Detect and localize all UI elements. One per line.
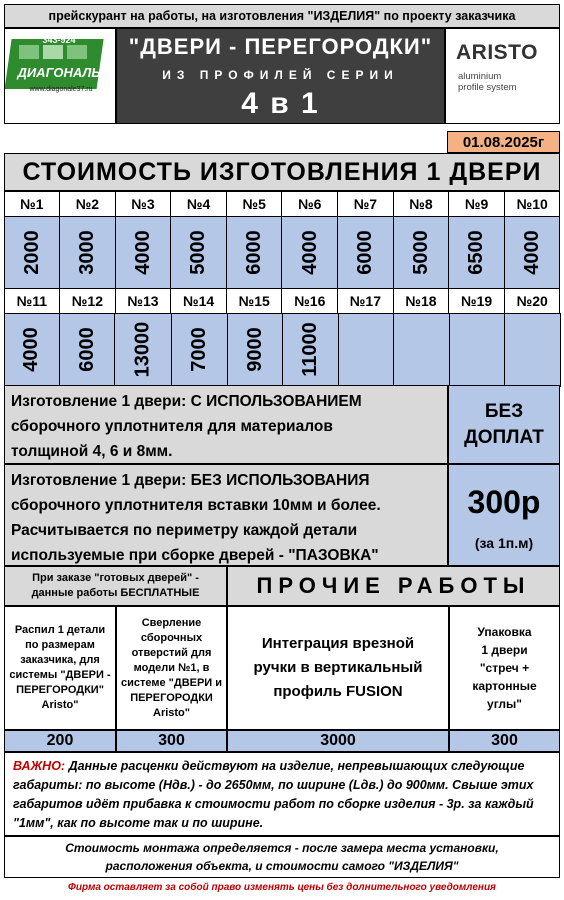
door-number: №4 <box>170 191 227 218</box>
aristo-line1: aluminium <box>458 71 502 82</box>
door-number: №3 <box>115 191 172 218</box>
door-price-value: 6000 <box>353 230 376 275</box>
door-price <box>4 313 60 387</box>
option-with-seal <box>4 385 448 464</box>
door-number: №11 <box>4 288 61 315</box>
door-price-value: 9000 <box>243 327 266 372</box>
door-price <box>170 216 227 290</box>
service-line: ПЕРЕГОРОДКИ <box>130 691 213 704</box>
important-note <box>4 752 560 836</box>
service-line: углы" <box>487 697 522 711</box>
page-title: "ДВЕРИ - ПЕРЕГОРОДКИ" <box>128 34 433 59</box>
door-price-value: 4000 <box>131 230 154 275</box>
service-line: модели №1, в <box>133 661 210 674</box>
option-without-price-value: 300р <box>467 484 541 520</box>
logo-url: www.diagonale37.ru <box>29 86 93 93</box>
service-line: профиль FUSION <box>273 683 403 700</box>
service-line: заказчика, для <box>20 654 100 666</box>
service-packing <box>449 606 560 730</box>
important-text: Данные расценки действуют на изделие, непревышающих следующие габариты: по высоте (Ндв.) - до 2650мм, по ширине (Lдв.) до 900мм. Свыше этих габаритов идёт прибавка к стоимости работ по сборке изделия - 3р. за каждый "1мм", как по высоте так и по ширине. <box>13 759 534 830</box>
service-line: системы "ДВЕРИ - <box>9 669 111 681</box>
installation-line1: Стоимость монтажа определяется - после замера места установки, <box>65 841 499 855</box>
section-title-text: СТОИМОСТЬ ИЗГОТОВЛЕНИЯ 1 ДВЕРИ <box>22 157 542 186</box>
door-price-value: 5000 <box>187 230 210 275</box>
service-line: отверстий для <box>131 646 212 659</box>
door-price-value: 11000 <box>298 322 321 377</box>
service-line: 1 двери <box>481 643 528 657</box>
door-number: №2 <box>59 191 116 218</box>
important-label: ВАЖНО: <box>13 759 66 773</box>
other-works-title-text: ПРОЧИЕ РАБОТЫ <box>256 573 531 598</box>
series-name: 4 в 1 <box>241 87 320 120</box>
door-price-value: 7000 <box>187 327 210 372</box>
service-cutting <box>4 606 116 730</box>
aristo-brand: ARISTO <box>456 41 538 64</box>
service-line: Упаковка <box>477 625 532 639</box>
service-line: сборочных <box>140 631 203 644</box>
door-number: №13 <box>115 288 172 315</box>
option-with-line: толщиной 4, 6 и 8мм. <box>11 443 173 460</box>
service-line: Интеграция врезной <box>261 635 415 652</box>
option-with-price-line1: БЕЗ <box>484 400 524 422</box>
title-block <box>116 28 445 124</box>
service-line: картонные <box>472 679 537 693</box>
door-price-value: 6000 <box>75 327 98 372</box>
door-price <box>59 216 116 290</box>
service-price: 300 <box>449 730 560 752</box>
service-drilling <box>116 606 227 730</box>
door-price-value: 6000 <box>242 230 265 275</box>
option-without-line: сборочного уплотнителя вставки 10мм и более. <box>11 497 381 514</box>
diagonal-logo <box>4 28 116 124</box>
option-without-seal <box>4 464 448 566</box>
page-subtitle: ИЗ ПРОФИЛЕЙ СЕРИИ <box>162 68 399 82</box>
door-number: №6 <box>281 191 338 218</box>
footer-text: Фирма оставляет за собой право изменять цены без долнительного уведомления <box>68 881 496 893</box>
door-price-value: 2000 <box>20 230 43 275</box>
door-price <box>226 216 283 290</box>
door-prices-row-1 <box>4 216 560 289</box>
service-line: ручки в вертикальный <box>253 659 423 676</box>
service-price: 200 <box>4 730 116 752</box>
option-without-line: Изготовление 1 двери: БЕЗ ИСПОЛЬЗОВАНИЯ <box>11 472 370 489</box>
door-number: №5 <box>226 191 283 218</box>
door-price <box>338 313 394 387</box>
option-without-line: используемые при сборке дверей - "ПАЗОВКА" <box>11 547 379 564</box>
door-number: №16 <box>281 288 338 315</box>
door-number: №7 <box>337 191 394 218</box>
service-line: "стреч + <box>479 661 530 675</box>
price-date-text: 01.08.2025г <box>462 133 545 151</box>
door-price <box>393 313 449 387</box>
door-price <box>115 216 172 290</box>
service-line: по размерам <box>25 639 95 651</box>
door-price <box>504 216 561 290</box>
door-price <box>59 313 115 387</box>
option-without-line: Расчитывается по периметру каждой детали <box>11 522 358 539</box>
door-price <box>114 313 172 387</box>
door-number: №9 <box>448 191 505 218</box>
logo-name: ДИАГОНАЛЬ <box>17 65 101 80</box>
door-price <box>448 216 505 290</box>
door-number: №17 <box>337 288 394 315</box>
option-with-price-line2: ДОПЛАТ <box>464 426 544 448</box>
door-prices-row-2 <box>4 313 560 386</box>
service-handle-integration <box>227 606 449 730</box>
option-without-price-unit: (за 1п.м) <box>474 535 534 551</box>
service-line: Распил 1 детали <box>14 624 106 636</box>
option-with-line: сборочного уплотнителя для материалов <box>11 418 333 435</box>
free-works-line2: данные работы БЕСПЛАТНЫЕ <box>31 587 200 599</box>
door-price-value: 6500 <box>465 230 488 275</box>
door-number: №15 <box>226 288 283 315</box>
door-price <box>227 313 283 387</box>
installation-line2: расположения объекта, и стоимости самого "ИЗДЕЛИЯ" <box>105 859 459 873</box>
door-price-value: 4000 <box>520 230 543 275</box>
door-price <box>4 216 61 290</box>
service-line: Aristo" <box>41 699 79 711</box>
door-numbers-row-1 <box>4 191 560 217</box>
door-price <box>282 313 339 387</box>
service-price: 300 <box>116 730 227 752</box>
option-with-line: Изготовление 1 двери: С ИСПОЛЬЗОВАНИЕМ <box>11 393 362 410</box>
aristo-line2: profile system <box>458 82 517 93</box>
door-price-value: 4000 <box>298 230 321 275</box>
service-price: 3000 <box>227 730 449 752</box>
service-line: ПЕРЕГОРОДКИ" <box>16 684 104 696</box>
footer-disclaimer <box>4 878 560 896</box>
door-price-value: 5000 <box>409 230 432 275</box>
free-works-line1: При заказе "готовых дверей" - <box>32 572 199 584</box>
aristo-logo <box>445 28 560 124</box>
door-price-value: 3000 <box>75 230 98 275</box>
door-number: №1 <box>4 191 61 218</box>
door-price <box>337 216 394 290</box>
door-number: №8 <box>393 191 450 218</box>
service-line: Сверление <box>141 616 202 629</box>
option-with-price <box>448 385 560 464</box>
service-line: системе "ДВЕРИ и <box>120 676 223 689</box>
free-works-note <box>4 566 227 606</box>
top-caption <box>4 4 560 28</box>
door-number: №10 <box>504 191 561 218</box>
door-price <box>504 313 560 387</box>
option-without-price <box>448 464 560 566</box>
logo-phone: 343-924 <box>42 35 76 45</box>
section-title <box>4 153 560 191</box>
diagonal-logo-graphic <box>5 29 115 123</box>
door-number: №14 <box>170 288 227 315</box>
top-caption-text: прейскурант на работы, на изготовления "ИЗДЕЛИЯ" по проекту заказчика <box>48 9 516 23</box>
service-line: Aristo" <box>153 706 190 719</box>
door-price <box>393 216 450 290</box>
door-price-value: 4000 <box>20 327 43 372</box>
door-price <box>449 313 505 387</box>
other-works-title <box>227 566 560 606</box>
door-numbers-row-2 <box>4 288 560 314</box>
door-price-value: 13000 <box>131 321 154 378</box>
door-number: №19 <box>448 288 505 315</box>
door-number: №20 <box>504 288 561 315</box>
door-price <box>281 216 338 290</box>
door-number: №12 <box>59 288 116 315</box>
door-price <box>171 313 227 387</box>
installation-note <box>4 836 560 878</box>
door-number: №18 <box>393 288 450 315</box>
price-date <box>447 131 560 153</box>
